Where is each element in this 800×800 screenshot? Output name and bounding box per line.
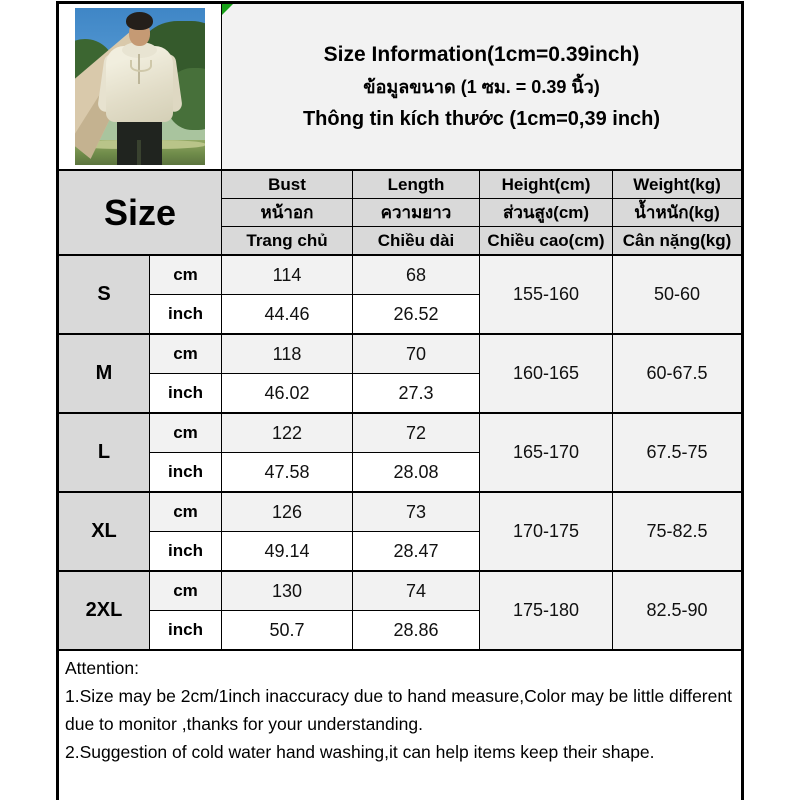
weight-range: 50-60	[613, 255, 743, 334]
unit-label: cm	[150, 492, 222, 532]
bust-cm: 126	[222, 492, 353, 532]
header-row-english	[58, 170, 743, 199]
length-inch: 27.3	[353, 374, 480, 414]
unit-label: inch	[150, 532, 222, 572]
title-row	[58, 3, 743, 171]
length-inch: 28.86	[353, 611, 480, 651]
length-header-en: Length	[353, 170, 480, 199]
model-photo	[75, 8, 205, 165]
height-header-vi: Chiều cao(cm)	[480, 227, 613, 256]
weight-header-th: น้ำหนัก(kg)	[613, 199, 743, 227]
length-inch: 28.08	[353, 453, 480, 493]
size-value: S	[58, 255, 150, 334]
model-photo-cell	[58, 3, 222, 171]
bust-cm: 114	[222, 255, 353, 295]
weight-header-en: Weight(kg)	[613, 170, 743, 199]
weight-header-vi: Cân nặng(kg)	[613, 227, 743, 256]
unit-label: cm	[150, 413, 222, 453]
size-value: L	[58, 413, 150, 492]
table-row-xl-cm	[58, 492, 743, 532]
unit-label: cm	[150, 255, 222, 295]
unit-label: cm	[150, 571, 222, 611]
weight-range: 67.5-75	[613, 413, 743, 492]
length-inch: 26.52	[353, 295, 480, 335]
unit-label: inch	[150, 611, 222, 651]
length-cm: 68	[353, 255, 480, 295]
table-row-m-cm	[58, 334, 743, 374]
height-header-en: Height(cm)	[480, 170, 613, 199]
height-range: 155-160	[480, 255, 613, 334]
length-header-th: ความยาว	[353, 199, 480, 227]
length-cm: 74	[353, 571, 480, 611]
title-cell	[222, 3, 743, 171]
weight-range: 60-67.5	[613, 334, 743, 413]
size-value: M	[58, 334, 150, 413]
length-cm: 73	[353, 492, 480, 532]
attention-cell	[58, 650, 743, 800]
bust-header-th: หน้าอก	[222, 199, 353, 227]
unit-label: cm	[150, 334, 222, 374]
table-row-2xl-cm	[58, 571, 743, 611]
model-pants-detail	[137, 140, 141, 165]
attention-note-2: 2.Suggestion of cold water hand washing,it can help items keep their shape.	[65, 742, 655, 762]
unit-label: inch	[150, 453, 222, 493]
height-range: 175-180	[480, 571, 613, 650]
table-row-l-cm	[58, 413, 743, 453]
height-range: 160-165	[480, 334, 613, 413]
bust-inch: 50.7	[222, 611, 353, 651]
bust-cm: 130	[222, 571, 353, 611]
bust-header-vi: Trang chủ	[222, 227, 353, 256]
height-range: 170-175	[480, 492, 613, 571]
cell-comment-marker-icon	[222, 4, 233, 15]
height-range: 165-170	[480, 413, 613, 492]
size-table	[56, 1, 744, 800]
size-value: 2XL	[58, 571, 150, 650]
bust-inch: 44.46	[222, 295, 353, 335]
length-cm: 70	[353, 334, 480, 374]
attention-heading: Attention:	[65, 658, 139, 678]
title-thai: ข้อมูลขนาด (1 ซม. = 0.39 นิ้ว)	[363, 76, 600, 97]
title-english: Size Information(1cm=0.39inch)	[323, 42, 640, 66]
length-inch: 28.47	[353, 532, 480, 572]
attention-note-1: 1.Size may be 2cm/1inch inaccuracy due to hand measure,Color may be little different due to monitor ,thanks for your understanding.	[65, 686, 732, 734]
bust-inch: 46.02	[222, 374, 353, 414]
unit-label: inch	[150, 374, 222, 414]
bust-inch: 47.58	[222, 453, 353, 493]
size-column-header: Size	[58, 170, 222, 255]
bust-cm: 118	[222, 334, 353, 374]
weight-range: 82.5-90	[613, 571, 743, 650]
model-jacket-drawcord	[130, 60, 152, 72]
weight-range: 75-82.5	[613, 492, 743, 571]
table-row-s-cm	[58, 255, 743, 295]
length-header-vi: Chiều dài	[353, 227, 480, 256]
title-vietnamese: Thông tin kích thước (1cm=0,39 inch)	[302, 107, 661, 130]
height-header-th: ส่วนสูง(cm)	[480, 199, 613, 227]
length-cm: 72	[353, 413, 480, 453]
model-hair	[126, 12, 153, 30]
bust-header-en: Bust	[222, 170, 353, 199]
size-value: XL	[58, 492, 150, 571]
unit-label: inch	[150, 295, 222, 335]
bust-inch: 49.14	[222, 532, 353, 572]
attention-row	[58, 650, 743, 800]
bust-cm: 122	[222, 413, 353, 453]
